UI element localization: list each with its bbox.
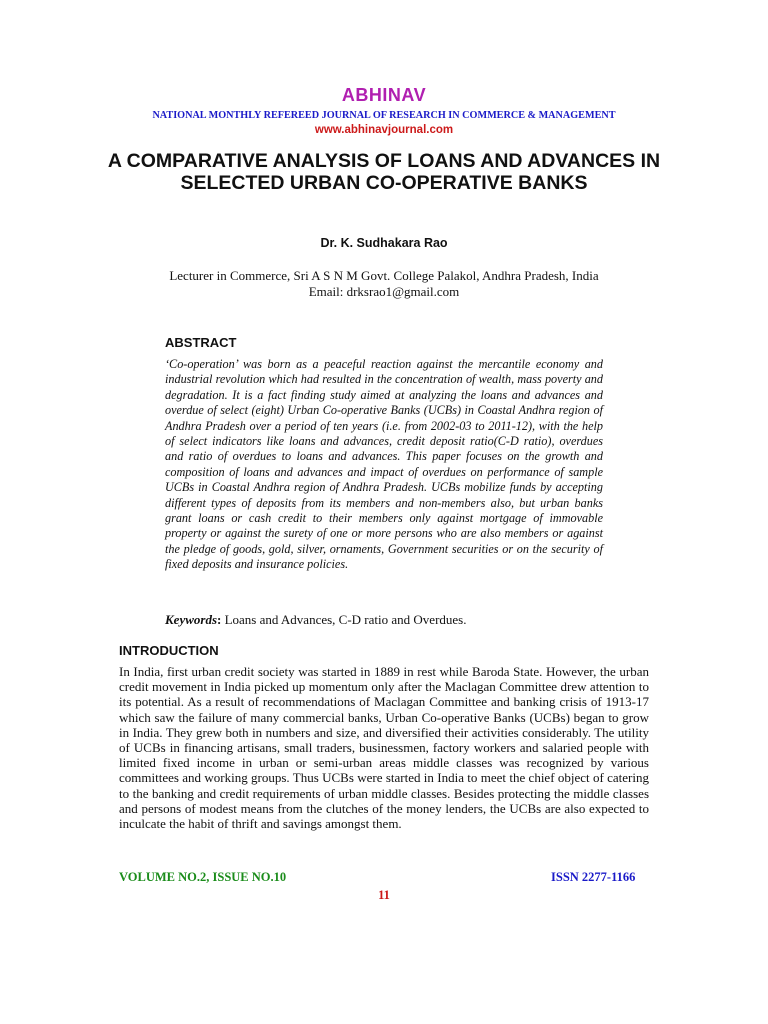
footer-volume: VOLUME NO.2, ISSUE NO.10 xyxy=(119,870,287,884)
article-title: A COMPARATIVE ANALYSIS OF LOANS AND ADVANCES IN SELECTED URBAN CO-OPERATIVE BANKS xyxy=(107,150,661,194)
keywords-line xyxy=(165,612,605,628)
article-author: Dr. K. Sudhakara Rao xyxy=(320,236,448,250)
abstract-heading: ABSTRACT xyxy=(165,335,237,350)
journal-subtitle: NATIONAL MONTHLY REFEREED JOURNAL OF RESEARCH IN COMMERCE & MANAGEMENT xyxy=(152,110,616,121)
keywords-text: Loans and Advances, C-D ratio and Overdues. xyxy=(221,612,467,627)
abstract-body: ‘Co-operation’ was born as a peaceful reaction against the mercantile economy and industrial revolution which had resulted in the concentration of wealth, mass poverty and degradation. It is a fact finding study aimed at analyzing the loans and advances and overdue of select (eight) Urban Co-operative Banks (UCBs) in Coastal Andhra region of Andhra Pradesh over a period of ten years (i.e. from 2002-03 to 2011-12), with the help of select indicators like loans and advances, credit deposit ratio(C-D ratio), overdues and ratio of overdues to loans and advances. This paper focuses on the growth and composition of loans and advances and impact of overdues on performance of sample UCBs in Coastal Andhra region of Andhra Pradesh. UCBs mobilize funds by accepting different types of deposits from its members and non-members also, but urban banks grant loans or cash credit to their members only against mortgage of immovable property or against the surety of one or more persons who are also members or against the pledge of goods, gold, silver, ornaments, Government securities or on the security of fixed deposits and insurance policies. xyxy=(165,357,603,572)
keywords-separator: : xyxy=(217,612,222,627)
author-affiliation-block xyxy=(0,268,768,300)
journal-url[interactable]: www.abhinavjournal.com xyxy=(314,124,454,136)
page-number: 11 xyxy=(378,888,390,902)
author-affiliation: Lecturer in Commerce, Sri A S N M Govt. College Palakol, Andhra Pradesh, India xyxy=(169,268,599,283)
author-email[interactable]: Email: drksrao1@gmail.com xyxy=(308,284,460,299)
journal-name: ABHINAV xyxy=(341,85,427,105)
keywords-label: Keywords xyxy=(165,612,217,627)
introduction-heading: INTRODUCTION xyxy=(119,643,219,658)
introduction-body: In India, first urban credit society was started in 1889 in rest while Baroda State. However, the urban credit movement in India picked up momentum only after the Maclagan Committee drew attention to its potential. As a result of recommendations of Maclagan Committee and banking crisis of 1913-17 which saw the failure of many commercial banks, Urban Co-operative Banks (UCBs) began to grow in India. They grew both in numbers and size, and diversified their activities considerably. The utility of UCBs in financing artisans, small traders, businessmen, factory workers and salaried people with limited fixed income in urban or semi-urban areas middle classes was recognized by various committees and working groups. Thus UCBs were started in India to meet the chief object of catering to the banking and credit requirements of urban middle classes. Besides protecting the middle classes and persons of modest means from the clutches of the money lenders, the UCBs are also expected to inculcate the habit of thrift and savings amongst them. xyxy=(119,664,649,832)
footer-issn: ISSN 2277-1166 xyxy=(551,870,636,884)
